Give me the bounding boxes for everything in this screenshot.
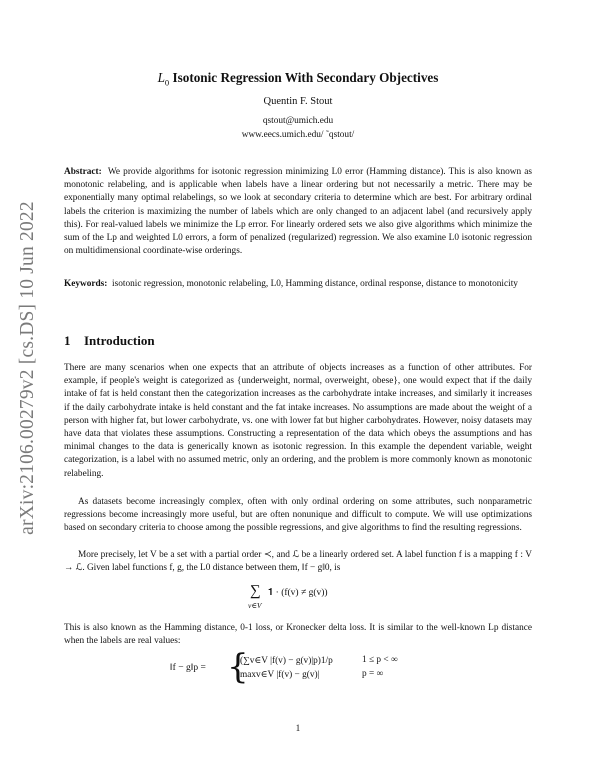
eq2-case-2: maxv∈V |f(v) − g(v)| — [240, 670, 320, 680]
keywords-text: isotonic regression, monotonic relabeling, L0, Hamming distance, ordinal response, distance to monotonicity — [112, 279, 518, 289]
equation-hamming — [64, 583, 532, 613]
eq1-sum-symbol: ∑ — [250, 583, 261, 599]
arxiv-identifier-text: arXiv:2106.00279v2 [cs.DS] 10 Jun 2022 — [17, 201, 38, 535]
eq2-condition-2: p = ∞ — [362, 669, 384, 679]
author-email: qstout@umich.edu — [262, 116, 334, 126]
abstract-label: Abstract: — [64, 167, 102, 177]
eq2-brace: { — [227, 647, 249, 687]
title-text: Isotonic Regression With Secondary Objectives — [169, 70, 439, 85]
eq2-case-1: (∑v∈V |f(v) − g(v)|p)1/p — [240, 656, 333, 666]
body-paragraph-1: There are many scenarios when one expects that an attribute of objects increases as a function of other attributes. For example, if people's weight is categorized as {underweight, normal, overweight, obese}, one would expect that if the daily intake of fat is held constant then the categorization increases as the carbohydrate intake increases, and similarly it increases if the daily carbohydrate intake is held constant and the fat intake increases. No assumptions are made about the weight of a person with higher fat, but lower carbohydrate, vs. one with lower fat but higher carbohydrates. However, noisy datasets may have data that violates these assumptions. Constructing a representation of the data which obeys the assumptions and has minimal changes to the data is generically known as isotonic regression. In this example the dependent variable, weight categorization, is a label with no assumed metric, only an ordering, and the problem is more commonly known as monotonic relabeling. — [64, 363, 532, 479]
body-paragraph-2: As datasets become increasingly complex, often with only ordinal ordering on some attributes, such nonparametric regressions become increasingly more useful, but are often nonunique and difficult to compute. We will use optimizations based on secondary criteria to choose among the possible regressions, and give algorithms to find the resulting regressions. — [64, 497, 532, 534]
author-name: Quentin F. Stout — [263, 96, 333, 107]
section-title: Introduction — [84, 333, 155, 348]
section-number: 1 — [64, 333, 71, 348]
author-website: www.eecs.umich.edu/ ˜qstout/ — [241, 130, 355, 140]
section-heading — [64, 333, 532, 349]
abstract-text: We provide algorithms for isotonic regression minimizing L0 error (Hamming distance). This is also known as monotonic relabeling, and is applicable when labels have a linear ordering but not necessarily a metric. There may be exponentially many optimal relabelings, so we look at secondary criteria to determine which are best. For arbitrary ordinal labels the criterion is maximizing the number of labels which are only changed to an adjacent label (and recursively apply this). For real-valued labels we minimize the Lp error. For linearly ordered sets we also give algorithms which minimize the sum of the Lp and weighted L0 errors, a form of penalized (regularized) regression. We also examine L0 isotonic regression on multidimensional coordinate-wise orderings. — [64, 167, 532, 257]
page-number: 1 — [295, 724, 301, 734]
eq2-lhs: ‖f − g‖p = — [170, 663, 206, 673]
eq1-body: 𝟏 · (f(v) ≠ g(v)) — [268, 588, 328, 598]
title-math: $L_0$ — [157, 70, 170, 88]
eq2-condition-1: 1 ≤ p < ∞ — [362, 655, 398, 665]
keywords — [64, 278, 532, 291]
eq1-sum-subscript: v∈V — [248, 601, 262, 610]
body-paragraph-4: This is also known as the Hamming distance, 0-1 loss, or Kronecker delta loss. It is similar to the well-known Lp distance when the labels are real values: — [64, 623, 532, 647]
equation-lp-distance — [64, 647, 532, 687]
abstract — [64, 166, 532, 258]
body-paragraph-3: More precisely, let V be a set with a partial order ≺, and ℒ be a linearly ordered set. A label function f is a mapping f : V → ℒ. Given label functions f, g, the L0 distance between them, ‖f − g‖0, is — [64, 550, 532, 574]
paper-page — [64, 0, 532, 776]
arxiv-side-identifier — [8, 178, 48, 558]
keywords-label: Keywords: — [64, 279, 108, 289]
paper-title — [64, 70, 532, 88]
